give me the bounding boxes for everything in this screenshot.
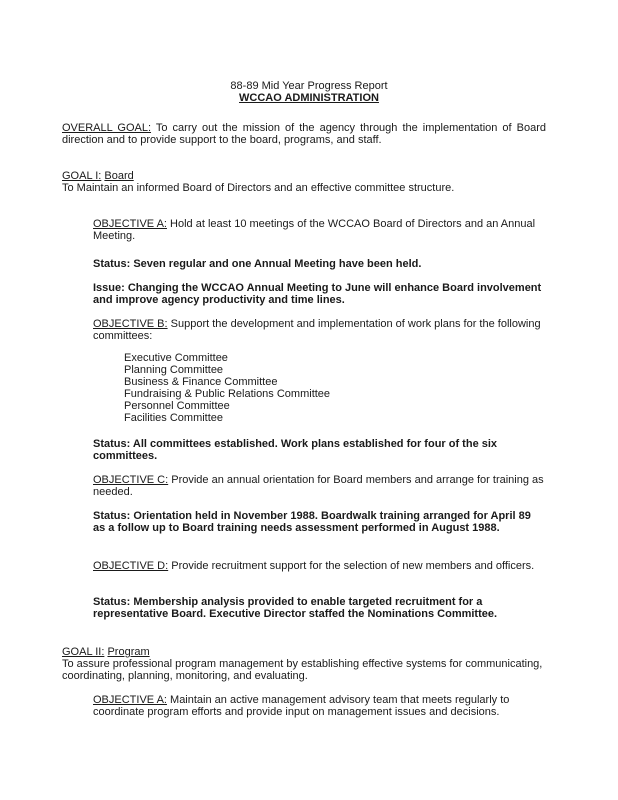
list-item: Fundraising & Public Relations Committee bbox=[124, 388, 331, 400]
overall-goal-label: OVERALL GOAL: bbox=[62, 122, 152, 134]
list-item: Business & Finance Committee bbox=[124, 376, 278, 388]
goal-1-objective-d bbox=[93, 560, 546, 572]
report-header bbox=[0, 80, 618, 104]
goal-2-objective-a bbox=[93, 694, 546, 718]
objective-label: OBJECTIVE C: bbox=[93, 474, 169, 486]
objective-label: OBJECTIVE A: bbox=[93, 218, 167, 230]
goal-1-objective-d-status: Status: Membership analysis provided to enable targeted recruitment for a representative Board. Executive Director staffed the Nominations Committee. bbox=[93, 596, 498, 620]
goal-1-objective-c-status: Status: Orientation held in November 1988. Boardwalk training arranged for April 89 as a follow up to Board training needs assessment performed in August 1988. bbox=[93, 510, 531, 534]
goal-1-objective-a-issue: Issue: Changing the WCCAO Annual Meeting to June will enhance Board involvement and improve agency productivity and time lines. bbox=[93, 282, 542, 306]
objective-text: Provide recruitment support for the selection of new members and officers. bbox=[171, 560, 535, 572]
objective-text: Maintain an active management advisory team that meets regularly to coordinate program efforts and provide input on management issues and decisions. bbox=[93, 694, 510, 718]
report-title: 88-89 Mid Year Progress Report bbox=[230, 80, 388, 92]
overall-goal bbox=[62, 122, 546, 146]
list-item: Planning Committee bbox=[124, 364, 224, 376]
report-subtitle: WCCAO ADMINISTRATION bbox=[239, 92, 379, 104]
objective-label: OBJECTIVE B: bbox=[93, 318, 168, 330]
objective-label: OBJECTIVE A: bbox=[93, 694, 167, 706]
goal-1-objective-b bbox=[93, 318, 546, 342]
objective-text: Hold at least 10 meetings of the WCCAO Board of Directors and an Annual Meeting. bbox=[93, 218, 536, 242]
goal-1-name: Board bbox=[104, 170, 134, 182]
committee-list bbox=[124, 352, 524, 424]
goal-2-label: GOAL II: bbox=[62, 646, 105, 658]
goal-1-objective-a-status: Status: Seven regular and one Annual Meeting have been held. bbox=[93, 258, 422, 270]
goal-1-objective-c bbox=[93, 474, 546, 498]
goal-2-heading bbox=[62, 646, 546, 658]
objective-text: Support the development and implementation of work plans for the following committees: bbox=[93, 318, 541, 342]
list-item: Executive Committee bbox=[124, 352, 228, 364]
goal-2-text: To assure professional program management by establishing effective systems for communicating, coordinating, planning, monitoring, and evaluating. bbox=[62, 658, 543, 682]
goal-1-objective-b-status: Status: All committees established. Work plans established for four of the six committees. bbox=[93, 438, 498, 462]
list-item: Facilities Committee bbox=[124, 412, 224, 424]
overall-goal-text: To carry out the mission of the agency through the implementation of Board direction and to provide support to the board, programs, and staff. bbox=[62, 122, 547, 146]
goal-1-heading bbox=[62, 170, 546, 182]
objective-text: Provide an annual orientation for Board members and arrange for training as needed. bbox=[93, 474, 544, 498]
goal-1-label: GOAL I: bbox=[62, 170, 102, 182]
goal-2-name: Program bbox=[107, 646, 150, 658]
list-item: Personnel Committee bbox=[124, 400, 230, 412]
objective-label: OBJECTIVE D: bbox=[93, 560, 169, 572]
goal-1-objective-a bbox=[93, 218, 546, 242]
goal-1-text: To Maintain an informed Board of Directors and an effective committee structure. bbox=[62, 182, 455, 194]
